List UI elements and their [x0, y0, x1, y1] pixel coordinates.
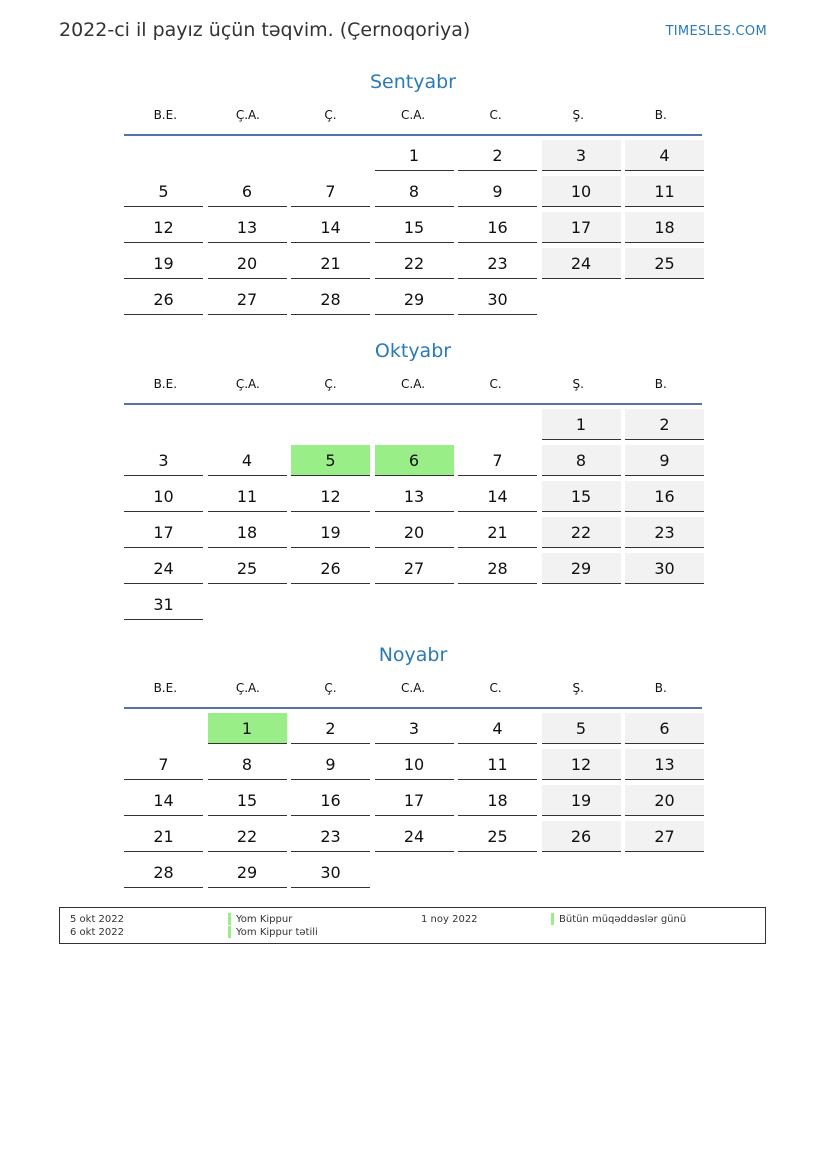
- calendar-day: 4: [625, 140, 704, 171]
- calendar-day: 17: [542, 212, 621, 243]
- calendar-day: 19: [291, 517, 370, 548]
- calendar-day: 18: [625, 212, 704, 243]
- calendar-day: 1: [542, 409, 621, 440]
- calendar-day: 25: [625, 248, 704, 279]
- calendar-day: 4: [458, 713, 537, 744]
- weekday-label: Ş.: [572, 681, 584, 695]
- weekday-header: [124, 97, 702, 133]
- weekday-label: B.: [654, 681, 667, 695]
- calendar-day: 9: [625, 445, 704, 476]
- legend-date: 5 okt 2022: [70, 914, 124, 925]
- weekday-label: B.: [654, 377, 667, 391]
- calendar-day: 17: [124, 517, 203, 548]
- weekday-label: B.E.: [153, 681, 178, 695]
- calendar-day: 14: [291, 212, 370, 243]
- calendar-day: 26: [124, 284, 203, 315]
- calendar-day: 27: [375, 553, 454, 584]
- month-november: [124, 642, 702, 889]
- calendar-day: 27: [625, 821, 704, 852]
- calendar-day: 2: [625, 409, 704, 440]
- calendar-day: 22: [542, 517, 621, 548]
- calendar-day: 5: [291, 445, 370, 476]
- weekday-label: C.A.: [401, 377, 426, 391]
- calendar-day: 16: [291, 785, 370, 816]
- calendar-day: 29: [542, 553, 621, 584]
- calendar-day: 8: [375, 176, 454, 207]
- weekday-header: [124, 366, 702, 402]
- weekday-label: Ş.: [572, 108, 584, 122]
- calendar-day: 7: [458, 445, 537, 476]
- holiday-color-marker: [228, 926, 231, 938]
- calendar-day: 19: [124, 248, 203, 279]
- weekday-label: C.: [489, 108, 502, 122]
- calendar-day: 21: [291, 248, 370, 279]
- calendar-day: 3: [124, 445, 203, 476]
- calendar-day: 10: [375, 749, 454, 780]
- calendar-day: 28: [291, 284, 370, 315]
- weekday-label: Ç.: [324, 681, 337, 695]
- legend-date: 6 okt 2022: [70, 927, 124, 938]
- calendar-day: 7: [291, 176, 370, 207]
- page-title: 2022-ci il payız üçün təqvim. (Çernoqoriya): [59, 19, 471, 41]
- weekday-label: Ç.: [324, 108, 337, 122]
- calendar-day: 30: [291, 857, 370, 888]
- calendar-day: 16: [625, 481, 704, 512]
- calendar-day: 14: [124, 785, 203, 816]
- calendar-day: 30: [625, 553, 704, 584]
- calendar-day: 8: [208, 749, 287, 780]
- calendar-day: 12: [124, 212, 203, 243]
- calendar-day: 27: [208, 284, 287, 315]
- weekday-label: B.: [654, 108, 667, 122]
- calendar-day: 30: [458, 284, 537, 315]
- calendar-day: 9: [291, 749, 370, 780]
- calendar-day: 23: [625, 517, 704, 548]
- calendar-day: 19: [542, 785, 621, 816]
- calendar-day: 6: [625, 713, 704, 744]
- calendar-day: 29: [375, 284, 454, 315]
- calendar-day: 10: [542, 176, 621, 207]
- holiday-legend: [59, 907, 766, 944]
- calendar-day: 15: [542, 481, 621, 512]
- calendar-day: 28: [458, 553, 537, 584]
- calendar-day: 22: [208, 821, 287, 852]
- weekday-label: Ç.A.: [235, 377, 260, 391]
- legend-date: 1 noy 2022: [421, 914, 478, 925]
- calendar-day: 24: [375, 821, 454, 852]
- weekday-label: C.: [489, 681, 502, 695]
- calendar-day: 14: [458, 481, 537, 512]
- calendar-day: 24: [124, 553, 203, 584]
- calendar-day: 11: [208, 481, 287, 512]
- calendar-day: 12: [291, 481, 370, 512]
- calendar-day: 7: [124, 749, 203, 780]
- weekday-label: Ç.: [324, 377, 337, 391]
- calendar-day: 3: [375, 713, 454, 744]
- calendar-day: 18: [458, 785, 537, 816]
- calendar-day: 12: [542, 749, 621, 780]
- calendar-day: 29: [208, 857, 287, 888]
- calendar-day: 25: [458, 821, 537, 852]
- calendar-day: 1: [208, 713, 287, 744]
- month-title: Noyabr: [378, 644, 448, 666]
- calendar-day: 26: [542, 821, 621, 852]
- calendar-day: 20: [208, 248, 287, 279]
- calendar-day: 2: [291, 713, 370, 744]
- weekday-label: C.A.: [401, 108, 426, 122]
- calendar-day: 22: [375, 248, 454, 279]
- weekday-label: Ç.A.: [235, 108, 260, 122]
- calendar-day: 25: [208, 553, 287, 584]
- calendar-day: 20: [625, 785, 704, 816]
- month-title: Sentyabr: [369, 71, 456, 93]
- weekday-label: B.E.: [153, 108, 178, 122]
- calendar-day: 2: [458, 140, 537, 171]
- calendar-day: 5: [124, 176, 203, 207]
- calendar-day: 9: [458, 176, 537, 207]
- calendar-day: 15: [208, 785, 287, 816]
- calendar-day: 6: [208, 176, 287, 207]
- holiday-color-marker: [228, 913, 231, 925]
- weekday-label: C.A.: [401, 681, 426, 695]
- calendar-day: 13: [375, 481, 454, 512]
- weekday-label: Ş.: [572, 377, 584, 391]
- calendar-day: 16: [458, 212, 537, 243]
- calendar-day: 17: [375, 785, 454, 816]
- calendar-day: 4: [208, 445, 287, 476]
- calendar-day: 11: [625, 176, 704, 207]
- calendar-day: 10: [124, 481, 203, 512]
- calendar-day: 6: [375, 445, 454, 476]
- calendar-day: 21: [458, 517, 537, 548]
- calendar-day: 20: [375, 517, 454, 548]
- month-title: Oktyabr: [374, 340, 452, 362]
- day-grid: [124, 136, 702, 316]
- legend-holiday-name: Yom Kippur tətili: [236, 927, 318, 938]
- calendar-day: 5: [542, 713, 621, 744]
- calendar-day: 13: [625, 749, 704, 780]
- day-grid: [124, 405, 702, 614]
- calendar-day: 8: [542, 445, 621, 476]
- calendar-day: 23: [458, 248, 537, 279]
- calendar-day: 3: [542, 140, 621, 171]
- calendar-day: 15: [375, 212, 454, 243]
- calendar-day: 23: [291, 821, 370, 852]
- calendar-day: 1: [375, 140, 454, 171]
- calendar-day: 18: [208, 517, 287, 548]
- month-september: [124, 69, 702, 316]
- calendar-day: 24: [542, 248, 621, 279]
- calendar-day: 26: [291, 553, 370, 584]
- month-october: [124, 338, 702, 614]
- legend-holiday-name: Yom Kippur: [236, 914, 293, 925]
- weekday-label: C.: [489, 377, 502, 391]
- calendar-day: 28: [124, 857, 203, 888]
- calendar-day: 13: [208, 212, 287, 243]
- calendar-day: 21: [124, 821, 203, 852]
- calendar-day: 31: [124, 589, 203, 620]
- holiday-color-marker: [551, 913, 554, 925]
- weekday-label: Ç.A.: [235, 681, 260, 695]
- weekday-header: [124, 670, 702, 706]
- weekday-label: B.E.: [153, 377, 178, 391]
- site-link[interactable]: TIMESLES.COM: [665, 24, 767, 39]
- calendar-day: 11: [458, 749, 537, 780]
- legend-holiday-name: Bütün müqəddəslər günü: [559, 914, 687, 925]
- day-grid: [124, 709, 702, 889]
